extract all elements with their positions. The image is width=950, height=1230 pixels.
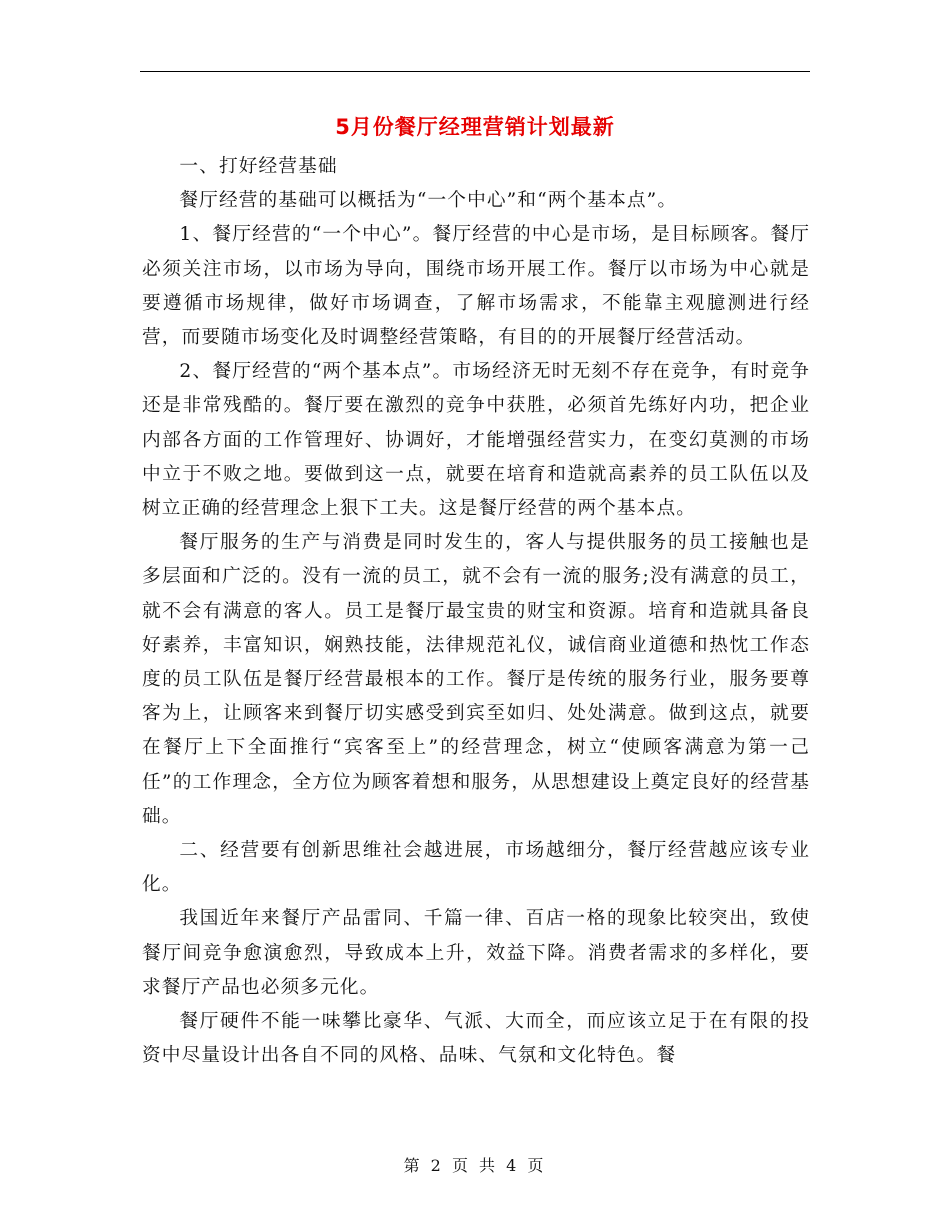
page-number-footer: 第 2 页 共 4 页 — [403, 1156, 547, 1175]
document-title: 5月份餐厅经理营销计划最新 — [335, 115, 615, 139]
document-body — [142, 150, 810, 1073]
paragraph: 餐厅服务的生产与消费是同时发生的，客人与提供服务的员工接触也是多层面和广泛的。没有一流的员工，就不会有一流的服务;没有满意的员工，就不会有满意的客人。员工是餐厅最宝贵的财宝和资源。培育和造就具备良好素养，丰富知识，娴熟技能，法律规范礼仪，诚信商业道德和热忱工作态度的员工队伍是餐厅经营最根本的工作。餐厅是传统的服务行业，服务要尊客为上，让顾客来到餐厅切实感受到宾至如归、处处满意。做到这点，就要在餐厅上下全面推行“宾客至上”的经营理念，树立“使顾客满意为第一己任”的工作理念，全方位为顾客着想和服务，从思想建设上奠定良好的经营基础。 — [142, 532, 810, 827]
section-heading-1: 一、打好经营基础 — [179, 156, 338, 177]
paragraph: 我国近年来餐厅产品雷同、千篇一律、百店一格的现象比较突出，致使餐厅间竞争愈演愈烈，导致成本上升，效益下降。消费者需求的多样化，要求餐厅产品也必须多元化。 — [142, 908, 810, 998]
paragraph: 餐厅硬件不能一味攀比豪华、气派、大而全，而应该立足于在有限的投资中尽量设计出各自不同的风格、品味、气氛和文化特色。餐 — [142, 1011, 810, 1067]
paragraph: 餐厅经营的基础可以概括为“一个中心”和“两个基本点”。 — [179, 190, 678, 212]
header-rule — [140, 71, 810, 72]
section-heading-2: 二、经营要有创新思维社会越进展，市场越细分，餐厅经营越应该专业化。 — [142, 840, 810, 896]
paragraph: 1、餐厅经营的“一个中心”。餐厅经营的中心是市场，是目标顾客。餐厅必须关注市场，以市场为导向，围绕市场开展工作。餐厅以市场为中心就是要遵循市场规律，做好市场调查，了解市场需求，不能靠主观臆测进行经营，而要随市场变化及时调整经营策略，有目的的开展餐厅经营活动。 — [142, 224, 810, 349]
paragraph: 2、餐厅经营的“两个基本点”。市场经济无时无刻不存在竞争，有时竞争还是非常残酷的。餐厅要在激烈的竞争中获胜，必须首先练好内功，把企业内部各方面的工作管理好、协调好，才能增强经营实力，在变幻莫测的市场中立于不败之地。要做到这一点，就要在培育和造就高素养的员工队伍以及树立正确的经营理念上狠下工夫。这是餐厅经营的两个基本点。 — [142, 361, 810, 520]
